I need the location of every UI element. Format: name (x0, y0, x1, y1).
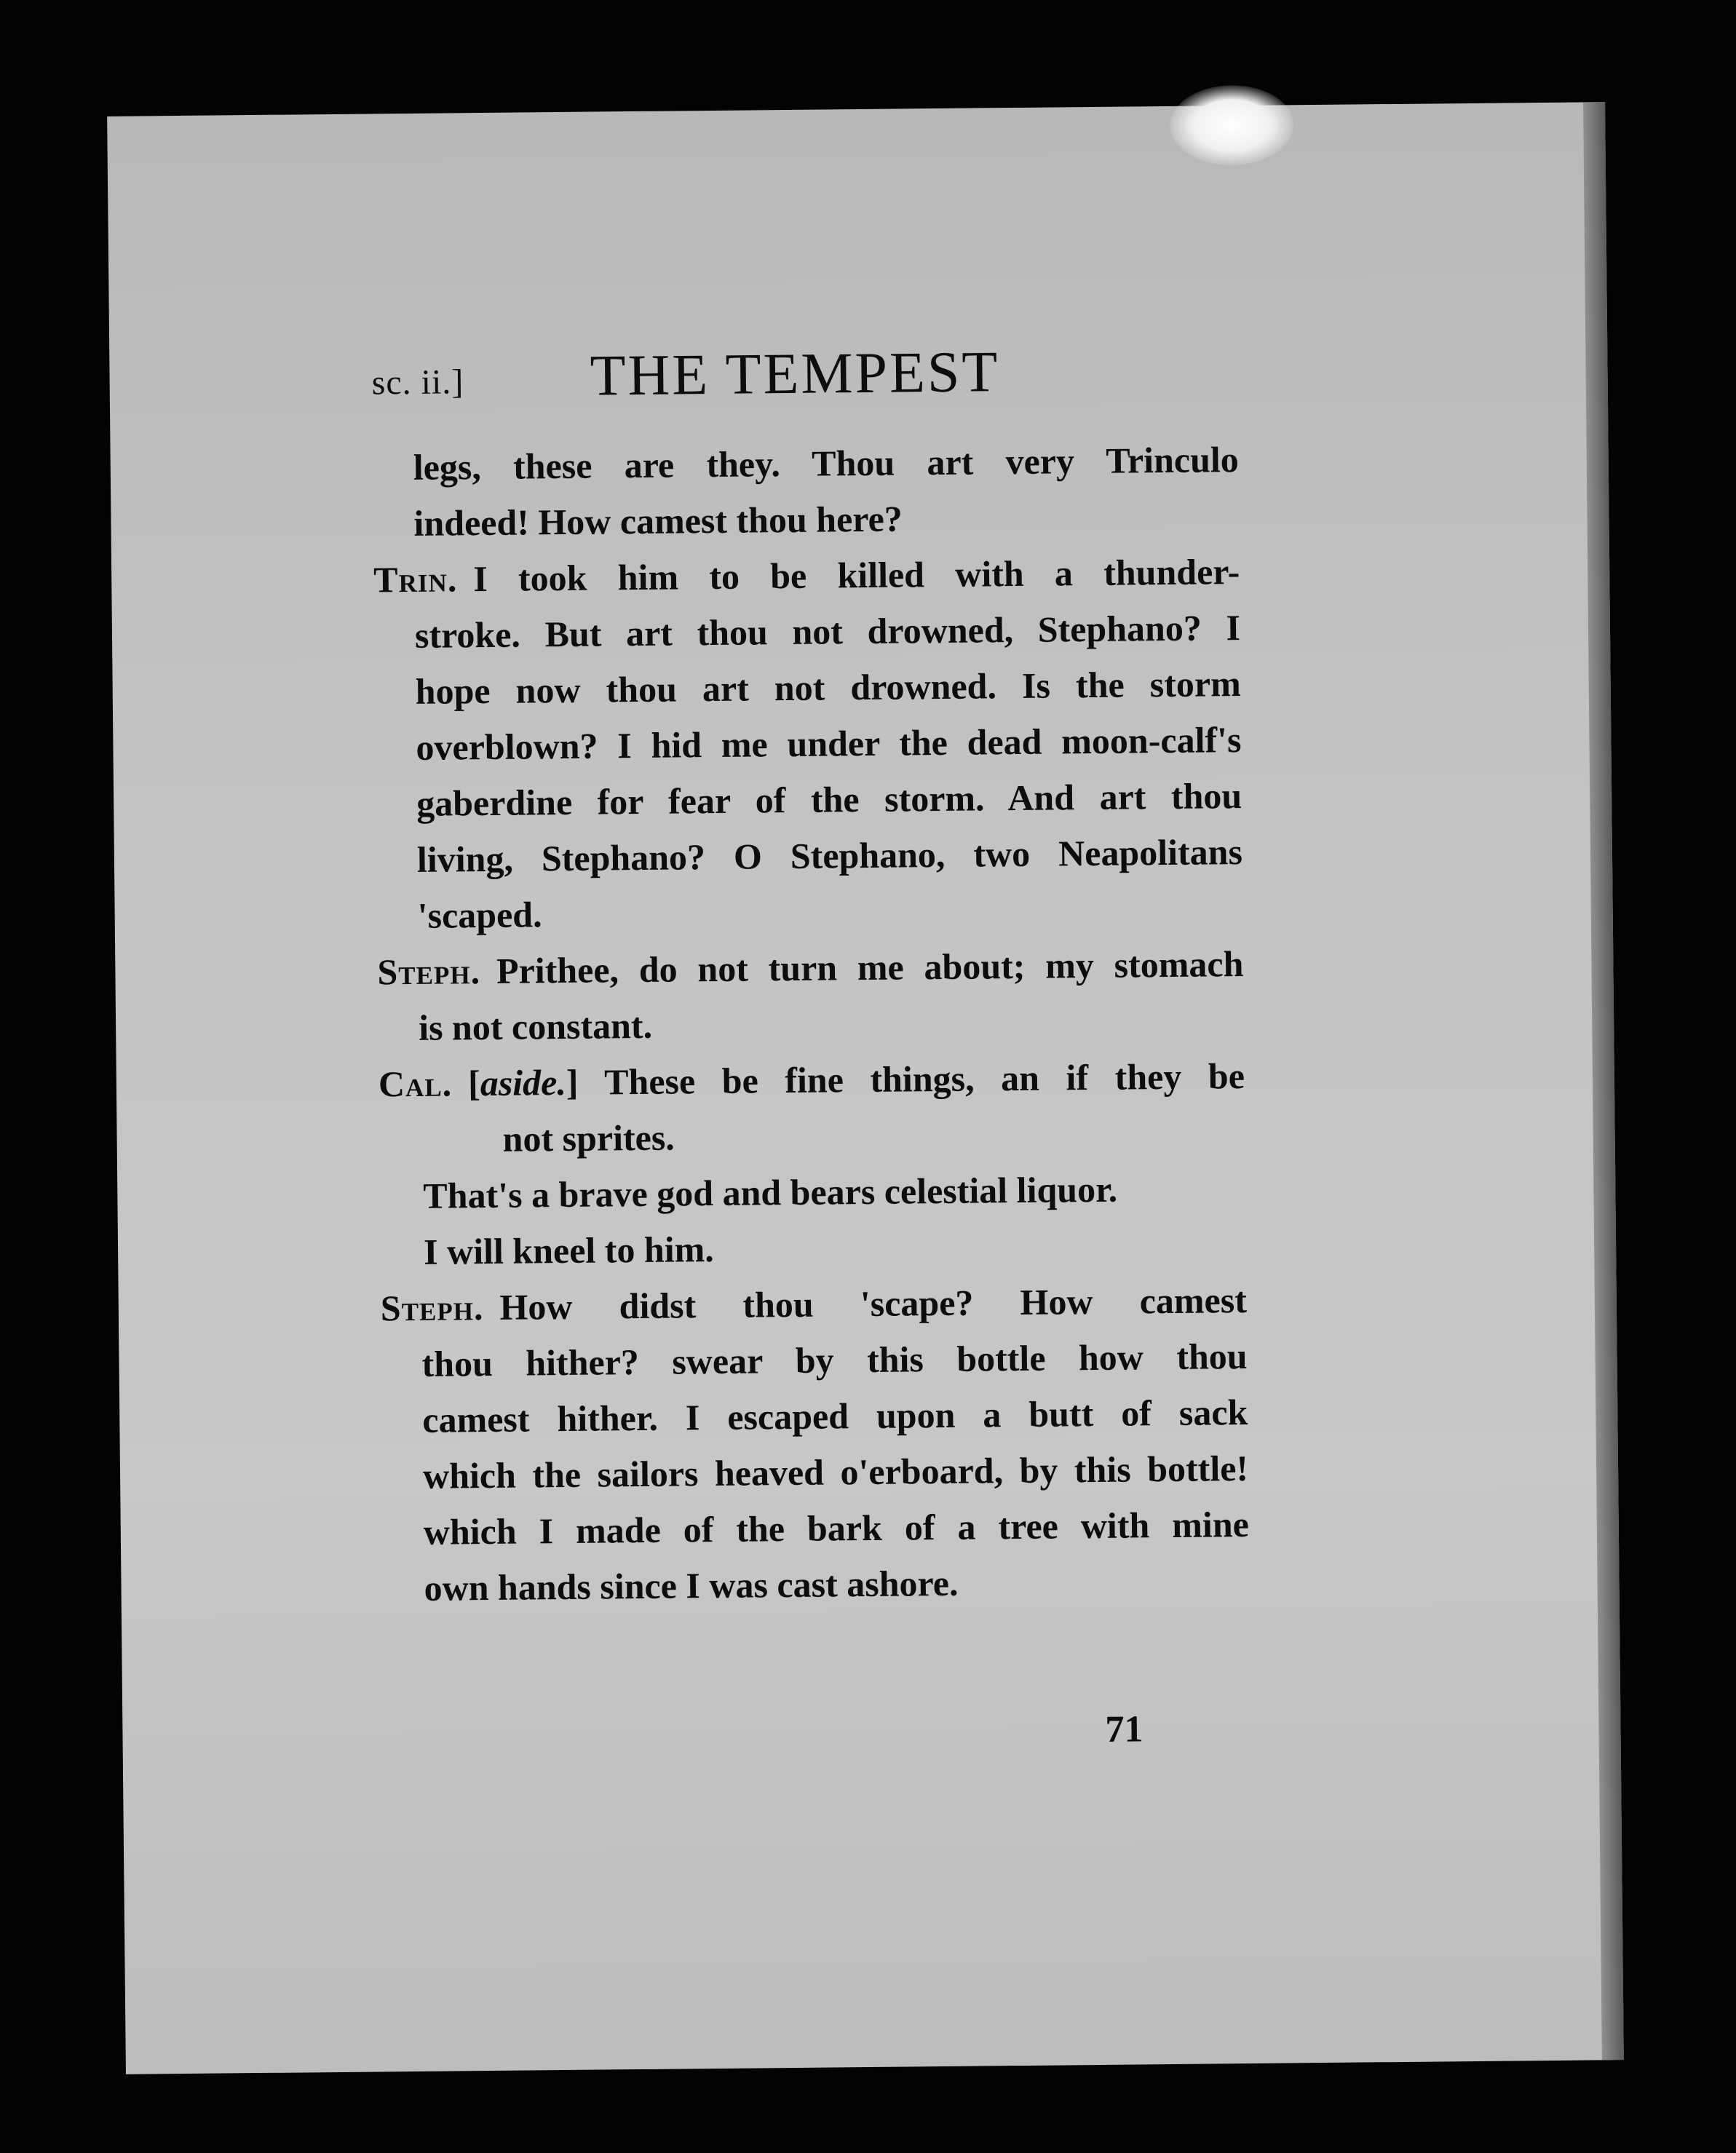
text-line: indeed! How camest thou here? (413, 498, 903, 544)
stage-direction: aside. (480, 1061, 567, 1104)
running-head (371, 337, 1245, 426)
page-number: 71 (1105, 1708, 1144, 1750)
speech-line-trinculo: Trin. I took him to be killed with a thunder- (373, 551, 1240, 600)
text-line: 'scaped. (417, 894, 542, 936)
text-line: stroke. But art thou not drowned, Stephano? I (414, 607, 1241, 656)
verse-line: That's a brave god and bears celestial liquor. (423, 1168, 1118, 1216)
text-line: hope now thou art not drowned. Is the storm (415, 663, 1241, 712)
text-line: which the sailors heaved o'erboard, by this bottle! (422, 1447, 1249, 1496)
verse-line: I will kneel to him. (423, 1229, 715, 1272)
speech-line-caliban: Cal. [aside.] These be fine things, an if they be (378, 1055, 1245, 1105)
speech-line-stephano: Steph. Prithee, do not turn me about; my stomach (377, 943, 1244, 993)
text-line: overblown? I hid me under the dead moon-calf's (416, 719, 1242, 768)
text-line: camest hither. I escaped upon a butt of sack (422, 1391, 1248, 1440)
speaker-name: Trin. (373, 558, 458, 600)
book-page (107, 102, 1624, 2074)
scene-reference: sc. ii.] (371, 362, 464, 403)
speaker-name: Steph. (380, 1287, 484, 1329)
text-line: thou hither? swear by this bottle how thou (421, 1335, 1248, 1384)
speech-line-stephano: Steph. How didst thou 'scape? How camest (380, 1279, 1248, 1329)
text-line: gaberdine for fear of the storm. And art thou (416, 775, 1242, 824)
text-line: own hands since I was cast ashore. (424, 1562, 959, 1609)
page-text (107, 102, 1624, 2074)
speaker-name: Cal. (378, 1063, 453, 1105)
text-line: which I made of the bark of a tree with mine (423, 1503, 1250, 1553)
speaker-name: Steph. (377, 951, 481, 993)
text-line: living, Stephano? O Stephano, two Neapolitans (416, 831, 1243, 880)
text-line: legs, these are they. Thou art very Trinculo (413, 439, 1239, 488)
text-line: is not constant. (418, 1004, 653, 1048)
dialogue-block (372, 432, 1249, 1617)
text-line: not sprites. (502, 1117, 675, 1159)
play-title: THE TEMPEST (590, 340, 1000, 408)
